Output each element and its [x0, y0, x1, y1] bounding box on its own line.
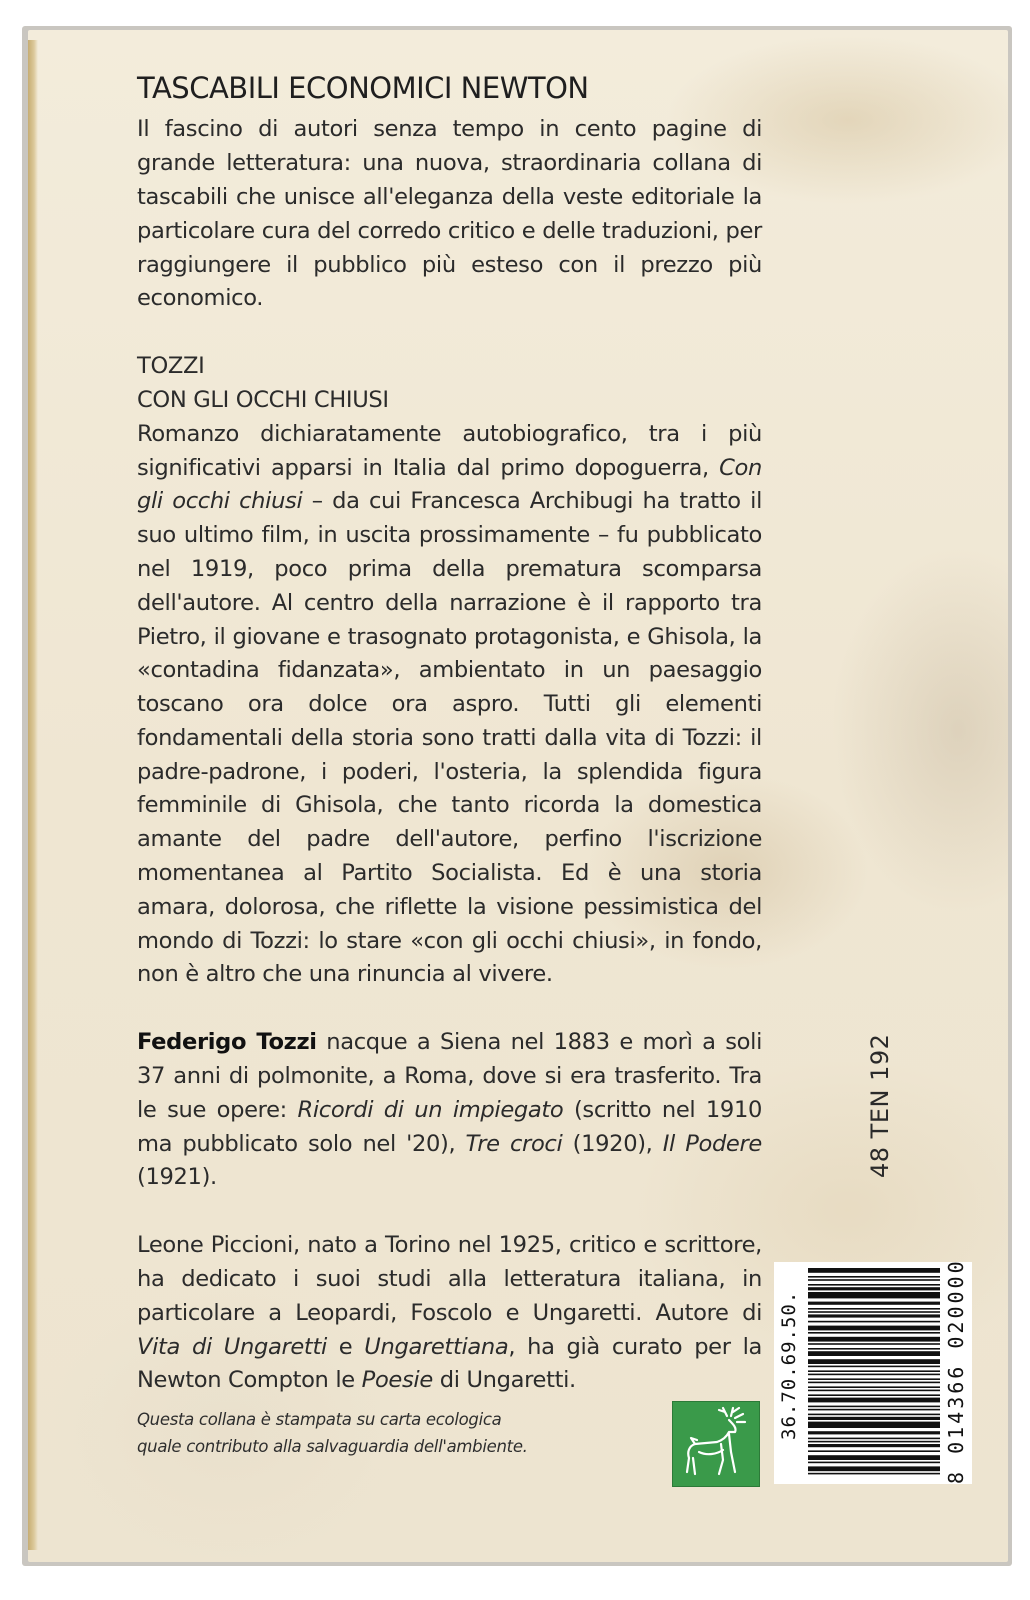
author-bio-text-2: (scritto nel 1910 ma pubblicato solo nel '20),: [137, 1096, 762, 1157]
barcode-bar: [808, 1406, 940, 1408]
barcode-price-code: 36.70.69.50.: [778, 1290, 800, 1440]
barcode-bar: [808, 1348, 940, 1350]
barcode-bar: [808, 1438, 940, 1440]
book-author: TOZZI: [137, 353, 205, 380]
barcode-bar: [808, 1390, 940, 1392]
eco-note-line-1: Questa collana è stampata su carta ecologica: [137, 1410, 502, 1429]
barcode-bar: [808, 1386, 940, 1388]
catalog-code: 48 TEN 192: [866, 1033, 894, 1178]
barcode-bar: [808, 1337, 940, 1342]
barcode-bar: [808, 1302, 940, 1305]
barcode-bar: [808, 1366, 940, 1368]
barcode-bar: [808, 1308, 940, 1310]
barcode-bar: [808, 1455, 940, 1460]
barcode-bar: [808, 1326, 940, 1331]
editor-work-1: Vita di Ungaretti: [137, 1333, 327, 1360]
barcode-bar: [808, 1394, 940, 1396]
barcode-bar: [808, 1279, 940, 1281]
author-work-2: Tre croci: [465, 1130, 563, 1157]
barcode-bar: [808, 1414, 940, 1416]
barcode-bar: [808, 1422, 940, 1428]
book-title: CON GLI OCCHI CHIUSI: [137, 386, 389, 413]
barcode-bar: [808, 1374, 940, 1376]
editor-bio-text-2: e: [326, 1333, 365, 1360]
barcode-bar: [808, 1321, 940, 1323]
barcode-bar: [808, 1292, 940, 1298]
editor-bio: [137, 1229, 762, 1398]
barcode-bar: [808, 1473, 940, 1475]
barcode-bar: [808, 1276, 940, 1278]
barcode-bar: [808, 1268, 940, 1273]
barcode-bar: [808, 1332, 940, 1334]
spine-edge: [28, 40, 38, 1550]
cover-text: [137, 72, 762, 1398]
author-bio: [137, 1026, 762, 1195]
author-name: Federigo Tozzi: [137, 1029, 317, 1056]
editor-bio-text-1: Leone Piccioni, nato a Torino nel 1925, critico e scrittore, ha dedicato i suoi studi alla letteratura italiana, in particolare a Leopardi, Foscolo e Ungaretti. Autore di: [137, 1232, 762, 1326]
editor-work-3: Poesie: [361, 1367, 433, 1394]
book-desc-title: Con gli occhi chiusi: [137, 454, 762, 515]
barcode-bar: [808, 1409, 940, 1411]
barcode-bar: [808, 1466, 940, 1471]
editor-bio-text-3: , ha già curato per la Newton Compton le: [137, 1333, 763, 1394]
book-desc-part-2: – da cui Francesca Archibugi ha tratto il suo ultimo film, in uscita prossimamente – fu pubblicato nel 1919, poco prima della prematura scomparsa dell'autore. Al centro della narrazione è il rapporto tra Pietro, il giovane e trasognato protagonista, e Ghisola, la «contadina fidanzata», ambientato in un paesaggio toscano ora dolce ora aspro. Tutti gli elementi fondamentali della storia sono tratti dalla vita di Tozzi: il padre-padrone, i poderi, l'osteria, la splendida figura femminile di Ghisola, che tanto ricorda la domestica amante del padre dell'autore, perfino l'iscrizione momentanea al Partito Socialista. Ed è una storia amara, dolorosa, che riflette la visione pessimistica del mondo di Tozzi: lo stare «con gli occhi chiusi», in fondo, non è altro che una rinuncia al vivere.: [137, 488, 762, 988]
editor-work-2: Ungarettiana: [364, 1333, 509, 1360]
author-bio-text-3: (1920),: [562, 1130, 663, 1157]
author-bio-text-4: (1921).: [137, 1164, 217, 1191]
book-description: [137, 418, 762, 993]
barcode-bar: [808, 1441, 940, 1443]
author-bio-text-1: nacque a Siena nel 1883 e morì a soli 37 anni di polmonite, a Roma, dove si era trasferito. Tra le sue opere:: [137, 1029, 762, 1123]
series-intro: Il fascino di autori senza tempo in cento pagine di grande letteratura: una nuova, straordinaria collana di tascabili che unisce all'eleganza della veste editoriale la particolare cura del corredo critico e delle traduzioni, per raggiungere il pubblico più esteso con il prezzo più economico.: [137, 116, 762, 312]
author-work-1: Ricordi di un impiegato: [297, 1096, 564, 1123]
barcode-bar: [808, 1359, 940, 1364]
barcode-bars: [774, 1262, 972, 1484]
editor-bio-text-4: di Ungaretti.: [432, 1367, 576, 1394]
series-title: TASCABILI ECONOMICI NEWTON: [137, 71, 589, 105]
barcode-digits: 8 014366 020000: [944, 1258, 968, 1484]
barcode-bar: [808, 1287, 940, 1290]
eco-note: [137, 1406, 607, 1460]
barcode-bar: [808, 1378, 940, 1380]
barcode-bar: [808, 1351, 940, 1356]
barcode-bar: [808, 1370, 940, 1372]
barcode-bar: [808, 1398, 940, 1403]
book-desc-part-1: Romanzo dichiaratamente autobiografico, tra i più significativi apparsi in Italia dal primo dopoguerra,: [137, 420, 762, 481]
eco-note-line-2: quale contributo alla salvaguardia dell'ambiente.: [137, 1437, 528, 1456]
barcode-bar: [808, 1417, 940, 1420]
barcode-bar: [808, 1311, 940, 1313]
barcode-bar: [808, 1431, 940, 1434]
barcode-bar: [808, 1382, 940, 1384]
reindeer-icon: [672, 1401, 760, 1487]
barcode-bar: [808, 1450, 940, 1452]
barcode-bar: [808, 1314, 940, 1317]
barcode-bar: [808, 1462, 940, 1464]
author-work-3: Il Podere: [662, 1130, 762, 1157]
barcode: [774, 1262, 972, 1484]
barcode-bar: [808, 1444, 940, 1447]
book-section: [137, 350, 762, 992]
barcode-bar: [808, 1343, 940, 1345]
barcode-bar: [808, 1284, 940, 1286]
